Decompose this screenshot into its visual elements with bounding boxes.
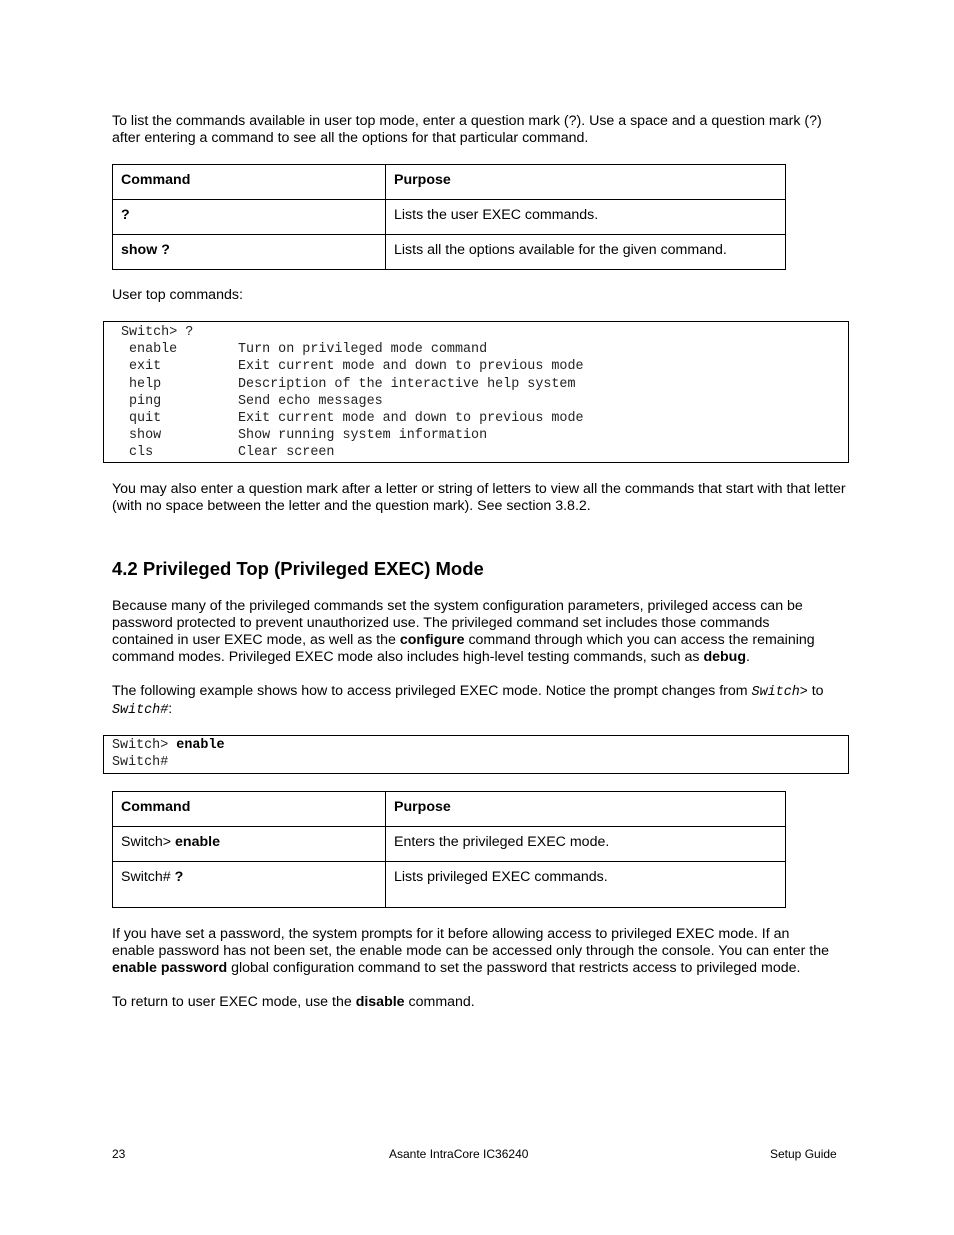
header-purpose: Purpose (386, 792, 786, 827)
enable-password-keyword: enable password (112, 960, 228, 976)
text-span: command through which you can access the remaining command modes. Privileged EXEC mode also includes high-level testing commands, such as (112, 632, 815, 665)
code-description: Turn on privileged mode command (238, 342, 488, 358)
configure-keyword: configure (399, 632, 465, 648)
code-row (121, 393, 848, 410)
code-description: Clear screen (238, 445, 335, 461)
privileged-intro-paragraph (112, 598, 834, 666)
purpose-cell: Lists the user EXEC commands. (386, 200, 786, 235)
disable-keyword: disable (355, 994, 405, 1010)
password-paragraph (112, 926, 834, 977)
example-paragraph (112, 683, 834, 719)
code-prompt: Switch> ? (121, 325, 194, 340)
command-cell: ? (113, 200, 386, 235)
code-line: Switch# (112, 755, 169, 771)
command-keyword: enable (175, 834, 220, 850)
code-description: Show running system information (238, 428, 488, 444)
footer-doc-title: Setup Guide (770, 1147, 837, 1161)
table-row (113, 862, 786, 908)
text-span: . (746, 649, 750, 665)
footer-product: Asante IntraCore IC36240 (389, 1147, 529, 1161)
purpose-cell: Enters the privileged EXEC mode. (386, 827, 786, 862)
command-prefix: Switch> (121, 834, 176, 850)
prompt-privileged: Switch# (112, 703, 169, 718)
return-paragraph (112, 994, 475, 1011)
table-row (113, 200, 786, 235)
user-commands-code-block (103, 321, 849, 463)
command-cell: show ? (113, 235, 386, 270)
command-prefix: Switch# (121, 869, 175, 885)
text-span: to (807, 683, 824, 699)
code-row (121, 427, 848, 444)
page-number: 23 (112, 1147, 126, 1161)
text-span: The following example shows how to access privileged EXEC mode. Notice the prompt changes from (112, 683, 752, 699)
intro-paragraph: To list the commands available in user top mode, enter a question mark (?). Use a space and a question mark (?) after entering a command to see all the options for that particular command. (112, 113, 822, 146)
code-command: enable (129, 342, 178, 358)
code-command: exit (129, 359, 162, 375)
text-span: To return to user EXEC mode, use the (112, 994, 356, 1010)
code-prompt: Switch> (112, 738, 177, 753)
text-span: command. (404, 994, 475, 1010)
code-command: ping (129, 393, 162, 409)
debug-keyword: debug (703, 649, 746, 665)
code-command: help (129, 376, 162, 392)
code-command: quit (129, 410, 162, 426)
code-line (112, 737, 848, 754)
user-top-label: User top commands: (112, 287, 243, 303)
code-command: cls (129, 445, 154, 461)
code-description: Description of the interactive help system (238, 376, 576, 392)
text-span: If you have set a password, the system prompts for it before allowing access to privileged EXEC mode. If an enable password has not been set, the enable mode can be accessed only through the console. You can enter the (112, 926, 829, 959)
code-description: Send echo messages (238, 393, 383, 409)
table-row (113, 827, 786, 862)
code-command: show (129, 428, 162, 444)
code-description: Exit current mode and down to previous mode (238, 410, 584, 426)
code-row (121, 444, 848, 461)
prompt-user: Switch> (751, 685, 808, 700)
user-commands-table (112, 164, 786, 270)
table-row (113, 235, 786, 270)
text-span: global configuration command to set the password that restricts access to privileged mode. (227, 960, 801, 976)
purpose-cell: Lists all the options available for the given command. (386, 235, 786, 270)
code-row (121, 410, 848, 427)
command-cell (113, 827, 386, 862)
code-row (121, 376, 848, 393)
table-header-row (113, 792, 786, 827)
command-cell (113, 862, 386, 908)
enable-code-block (103, 735, 849, 774)
question-mark-paragraph: You may also enter a question mark after a letter or string of letters to view all the commands that start with that letter (with no space between the letter and the question mark). See section 3.8.2. (112, 481, 846, 514)
code-row (121, 358, 848, 375)
section-heading: 4.2 Privileged Top (Privileged EXEC) Mode (112, 558, 484, 579)
table-header-row (113, 165, 786, 200)
text-span: : (168, 701, 173, 717)
header-command: Command (113, 165, 386, 200)
command-keyword: ? (174, 869, 184, 885)
privileged-commands-table (112, 791, 786, 908)
code-command: enable (176, 738, 225, 753)
code-row (121, 341, 848, 358)
code-rows (121, 341, 848, 461)
code-description: Exit current mode and down to previous mode (238, 359, 584, 375)
purpose-cell: Lists privileged EXEC commands. (386, 862, 786, 908)
header-purpose: Purpose (386, 165, 786, 200)
header-command: Command (113, 792, 386, 827)
text-span: Because many of the privileged commands set the system configuration parameters, privileged access can be password protected to prevent unauthorized use. The privileged command set includes those commands contained in user EXEC mode, as well as the (112, 598, 803, 648)
